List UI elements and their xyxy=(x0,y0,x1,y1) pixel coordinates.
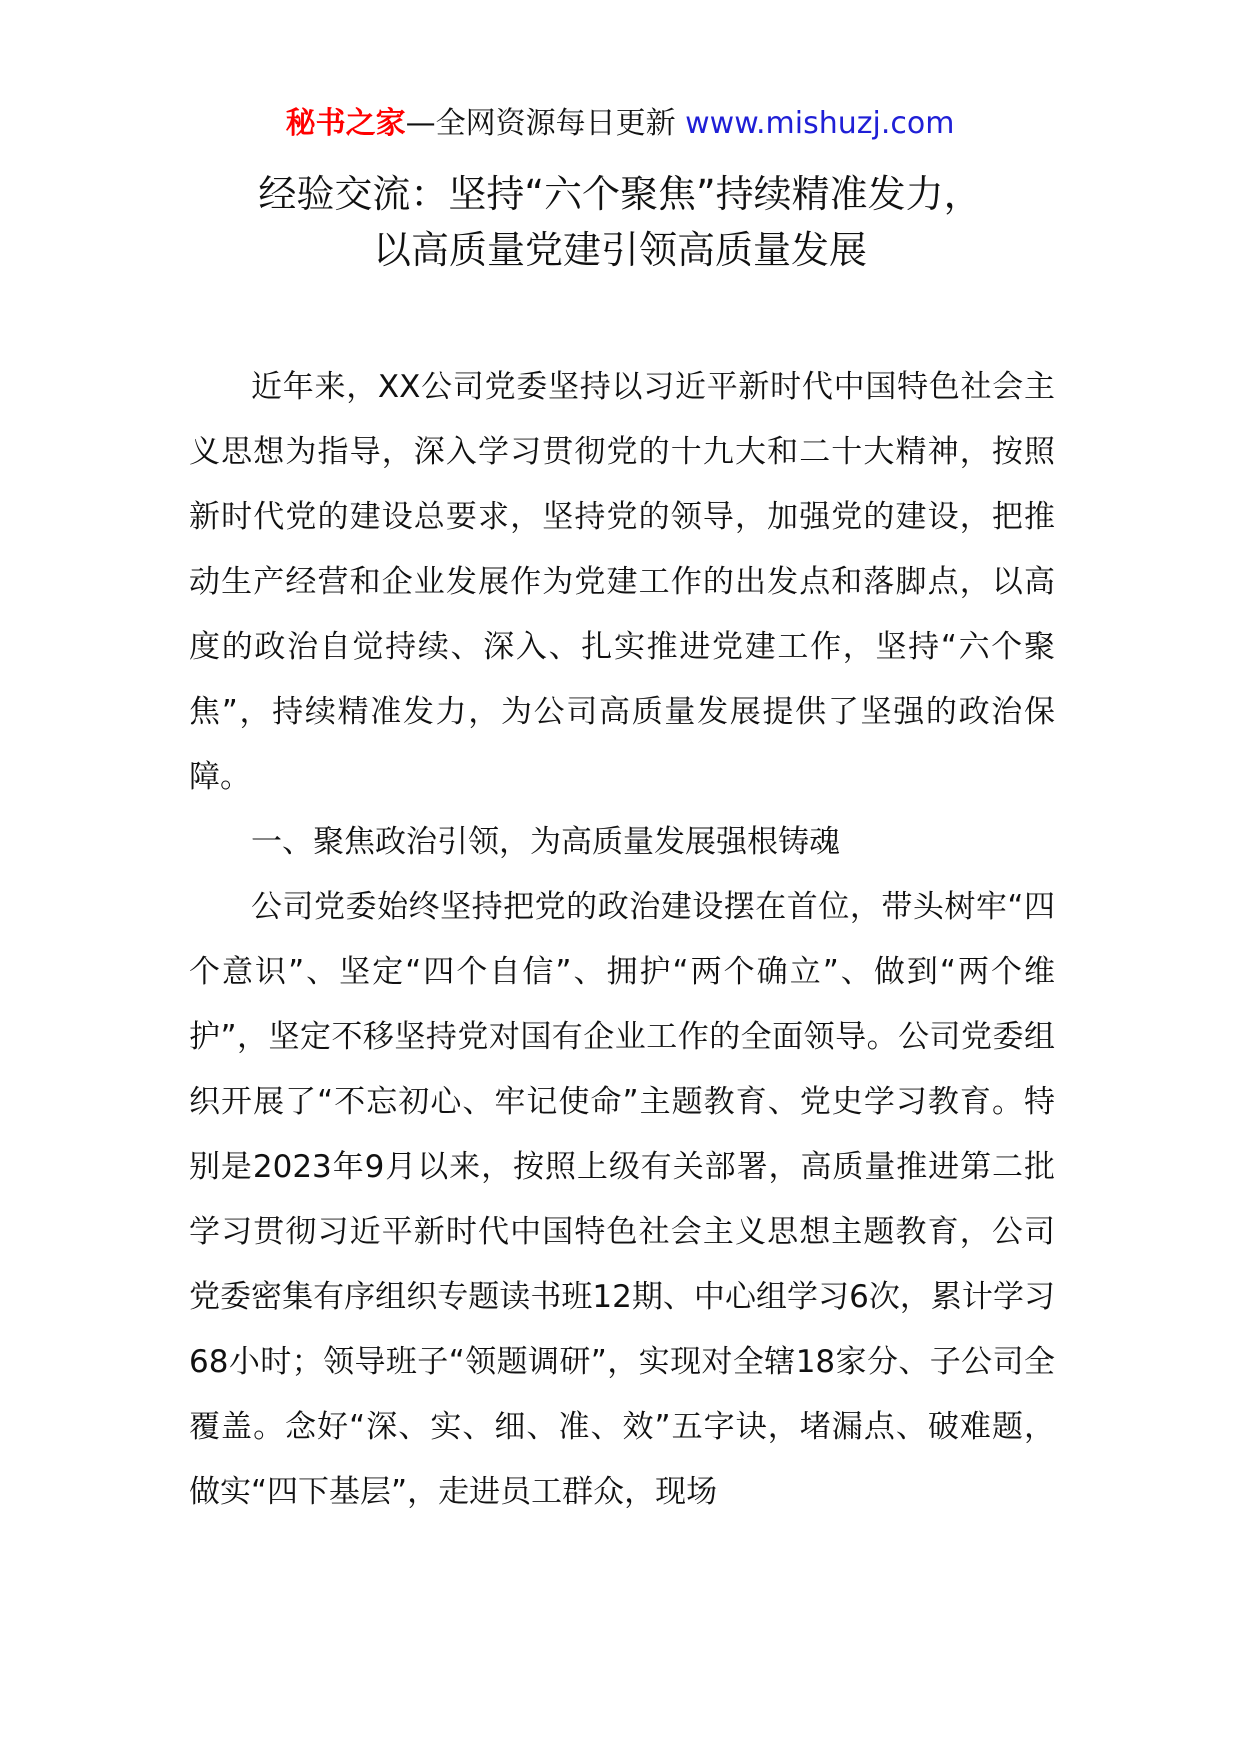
intro-paragraph: 近年来，XX公司党委坚持以习近平新时代中国特色社会主义思想为指导，深入学习贯彻党的十九大和二十大精神，按照新时代党的建设总要求，坚持党的领导，加强党的建设，把推动生产经营和企业发展作为党建工作的出发点和落脚点，以高度的政治自觉持续、深入、扎实推进党建工作，坚持“六个聚焦”，持续精准发力，为公司高质量发展提供了坚强的政治保障。 xyxy=(189,369,1055,795)
document-title-line-2: 以高质量党建引领高质量发展 xyxy=(372,228,867,272)
site-tagline: —全网资源每日更新 xyxy=(405,106,676,141)
site-brand: 秘书之家 xyxy=(285,106,406,141)
site-url-link[interactable]: www.mishuzj.com xyxy=(685,106,955,141)
document-body xyxy=(189,355,1055,1525)
section-heading-1: 一、聚焦政治引领，为高质量发展强根铸魂 xyxy=(251,824,840,860)
section-1-paragraph: 公司党委始终坚持把党的政治建设摆在首位，带头树牢“四个意识”、坚定“四个自信”、拥护“两个确立”、做到“两个维护”，坚定不移坚持党对国有企业工作的全面领导。公司党委组织开展了“不忘初心、牢记使命”主题教育、党史学习教育。特别是2023年9月以来，按照上级有关部署，高质量推进第二批学习贯彻习近平新时代中国特色社会主义思想主题教育，公司党委密集有序组织专题读书班12期、中心组学习6次，累计学习68小时；领导班子“领题调研”，实现对全辖18家分、子公司全覆盖。念好“深、实、细、准、效”五字诀，堵漏点、破难题，做实“四下基层”，走进员工群众，现场 xyxy=(189,889,1055,1510)
document-title xyxy=(0,166,1240,278)
site-header xyxy=(0,100,1240,148)
document-title-line-1: 经验交流：坚持“六个聚焦”持续精准发力， xyxy=(258,172,982,216)
